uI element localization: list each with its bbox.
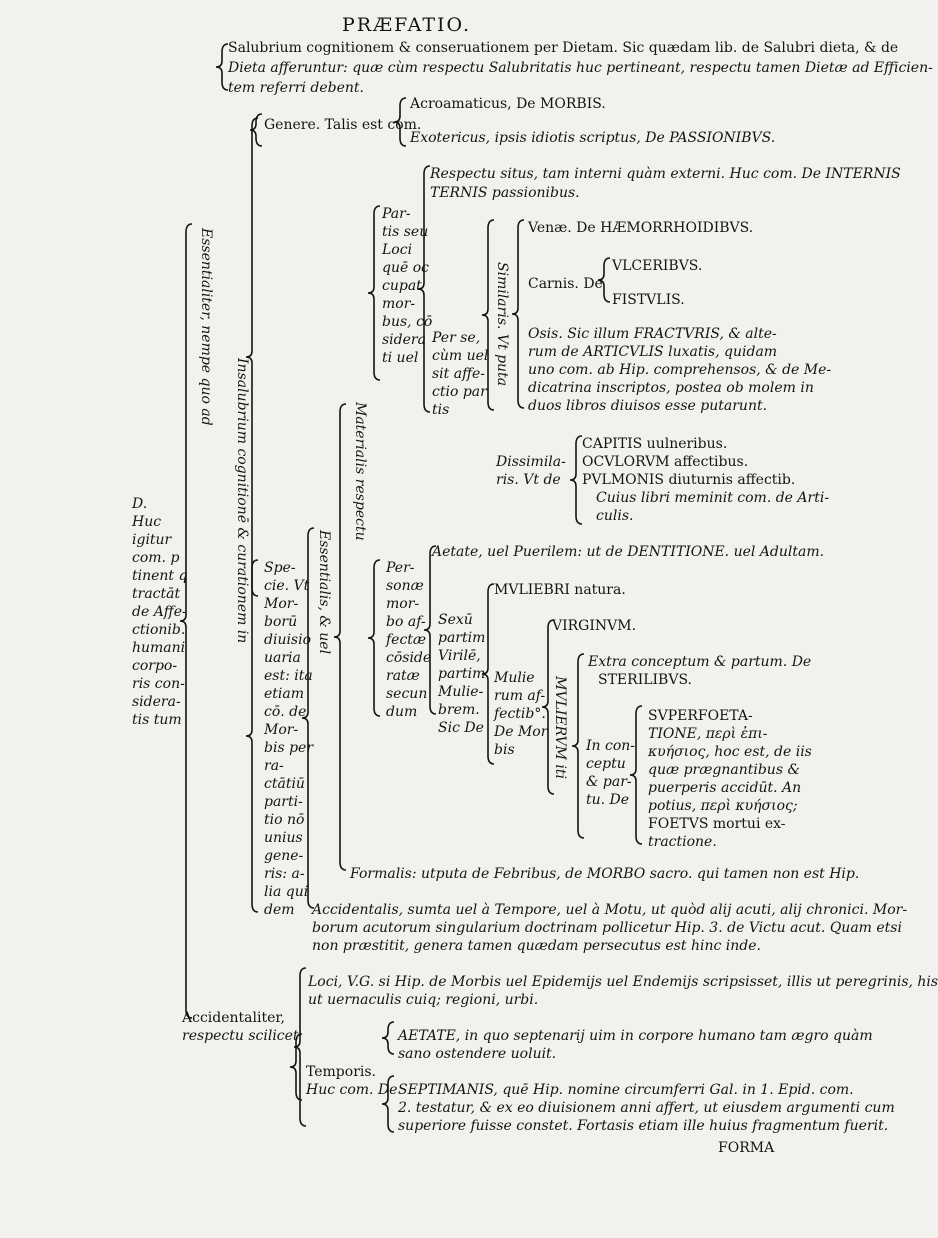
text-line: rum de ARTICVLIS luxatis, quidam (528, 344, 778, 360)
column-line: ceptu (586, 756, 626, 772)
column-line: ra- (264, 758, 284, 774)
column-line: sit affe- (432, 366, 486, 382)
text-line: sano ostendere uoluit. (398, 1046, 557, 1062)
column-line: fectæ (386, 632, 427, 648)
brace (334, 404, 346, 870)
text-line: κυήσιος, hoc est, de iis (648, 744, 812, 760)
text-line: Loci, V.G. si Hip. de Morbis uel Epidemijs uel Endemijs scripsisset, illis ut peregrinis, his (308, 974, 938, 990)
column-line: uaria (264, 650, 301, 666)
column-line: tractāt (132, 586, 181, 602)
brace (216, 44, 228, 90)
text-line: FOETVS mortui ex- (648, 816, 786, 832)
column-line: diuisio (264, 632, 312, 648)
text-line: FISTVLIS. (612, 292, 685, 308)
text-line: Genere. Talis est com. (264, 117, 422, 133)
column-line: tis seu (382, 224, 429, 240)
text-line: non præstitit, genera tamen quædam persecutus est hinc inde. (312, 938, 761, 954)
column-line: est: ita (264, 668, 313, 684)
text-line: VLCERIBVS. (612, 258, 703, 274)
text-line: OCVLORVM affectibus. (582, 454, 749, 470)
column-line: Mulie (494, 670, 535, 686)
text-line: Accidentaliter, (182, 1010, 285, 1026)
text-line: ut uernaculis cuiq; regioni, urbi. (308, 992, 539, 1008)
text-line: MVLIEBRI natura. (494, 582, 626, 598)
column-line: parti- (264, 794, 303, 810)
column-line: Sic De (438, 720, 484, 736)
text-line: Cuius libri meminit com. de Arti- (596, 490, 830, 506)
brace (572, 654, 584, 838)
column-line: igitur (132, 532, 172, 548)
text-line: tem referri debent. (228, 80, 364, 96)
column-line: gene- (264, 848, 304, 864)
text-line: Acroamaticus, De MORBIS. (410, 96, 606, 112)
text-line: TERNIS passionibus. (430, 185, 580, 201)
column-line: lia qui (264, 884, 309, 900)
column-line: mor- (382, 296, 416, 312)
column-line: etiam (264, 686, 305, 702)
text-line: Venæ. De HÆMORRHOIDIBVS. (528, 220, 754, 236)
column-line: Per- (386, 560, 415, 576)
column-line: ti uel (382, 350, 419, 366)
text-line: borum acutorum singularium doctrinam pollicetur Hip. 3. de Victu acut. Quam etsi (312, 920, 902, 936)
column-line: cie. Vt (264, 578, 310, 594)
column-line: bus, cō (382, 314, 433, 330)
column-line: In con- (586, 738, 636, 754)
brace (368, 560, 380, 716)
column-line: Per se, (432, 330, 481, 346)
column-line: borū (264, 614, 298, 630)
brace (512, 220, 524, 408)
vertical-label: Materialis respectu (352, 402, 368, 541)
column-line: humani (132, 640, 186, 656)
column-line: & par- (586, 774, 632, 790)
text-line: quæ prægnantibus & (648, 762, 800, 778)
column-line: Virilē, (438, 648, 481, 664)
text-line: SEPTIMANIS, quē Hip. nomine circumferri Gal. in 1. Epid. com. (398, 1082, 854, 1098)
column-line: sonæ (386, 578, 424, 594)
text-line: Exotericus, ipsis idiotis scriptus, De PASSIONIBVS. (410, 130, 776, 146)
column-line: partim (438, 630, 486, 646)
column-line: sidera (382, 332, 426, 348)
text-line: SVPERFOETA- (648, 708, 753, 724)
column-line: Spe- (264, 560, 296, 576)
column-line: ctātiū (264, 776, 305, 792)
column-line: tinent q (132, 568, 188, 584)
column-line: De Mor (494, 724, 548, 740)
column-line: dem (264, 902, 295, 918)
column-line: ris con- (132, 676, 185, 692)
vertical-label: Similaris. Vt puta (494, 262, 510, 387)
column-line: Sexū (438, 612, 473, 628)
column-line: ris: a- (264, 866, 305, 882)
column-line: dum (386, 704, 418, 720)
text-line: duos libros diuisos esse putarunt. (528, 398, 768, 414)
column-line: rum af- (494, 688, 546, 704)
column-line: cōside (386, 650, 432, 666)
column-line: unius (264, 830, 303, 846)
brace (382, 1022, 394, 1054)
column-line: quē oc (382, 260, 429, 276)
column-line: Mulie- (438, 684, 484, 700)
column-line: tis (432, 402, 450, 418)
column-line: ctionib. (132, 622, 186, 638)
column-line: cupat (382, 278, 422, 294)
column-line: de Affe- (132, 604, 187, 620)
brace (368, 206, 380, 380)
vertical-label: Insalubrium cognitionē & curationem in (234, 358, 250, 644)
text-line: superiore fuisse constet. Fortasis etiam ille huius fragmentum fuerit. (398, 1118, 889, 1134)
column-line: ratæ (386, 668, 420, 684)
column-line: tis tum (132, 712, 182, 728)
column-line: mor- (386, 596, 420, 612)
vertical-label: Essentialis, & uel (316, 530, 332, 655)
column-line: partim (438, 666, 486, 682)
column-line: com. p (132, 550, 180, 566)
column-line: sidera- (132, 694, 181, 710)
text-line: Salubrium cognitionem & conseruationem per Dietam. Sic quædam lib. de Salubri dieta, & de (228, 40, 899, 56)
text-line: Dieta afferuntur: quæ cùm respectu Salubritatis huc pertineant, respectu tamen Dietæ ad Efficien- (228, 60, 933, 76)
text-line: Carnis. De (528, 276, 603, 292)
text-line: Formalis: utputa de Febribus, de MORBO sacro. qui tamen non est Hip. (350, 866, 860, 882)
column-line: corpo- (132, 658, 178, 674)
column-line: tio nō (264, 812, 305, 828)
text-line: PVLMONIS diuturnis affectib. (582, 472, 796, 488)
text-line: 2. testatur, & ex eo diuisionem anni affert, ut eiusdem argumenti cum (398, 1100, 895, 1116)
brace (570, 436, 582, 524)
column-line: Dissimila- (496, 454, 566, 470)
text-line: culis. (596, 508, 634, 524)
text-line: TIONE, περὶ ἐπι- (648, 726, 768, 742)
text-line: CAPITIS uulneribus. (582, 436, 728, 452)
text-line: Extra conceptum & partum. De (588, 654, 812, 670)
vertical-label: Essentialiter, nempe quo ad (198, 228, 214, 426)
column-line: brem. (438, 702, 480, 718)
column-line: Huc (132, 514, 162, 530)
column-line: fectib°. (494, 706, 546, 722)
column-line: Par- (382, 206, 411, 222)
column-line: secun (386, 686, 428, 702)
column-line: Mor- (264, 722, 299, 738)
brace (180, 224, 192, 1018)
text-line: Osis. Sic illum FRACTVRIS, & alte- (528, 326, 777, 342)
text-line: AETATE, in quo septenarij uim in corpore humano tam ægro quàm (398, 1028, 873, 1044)
column-line: D. (132, 496, 148, 512)
catchword: FORMA (718, 1140, 775, 1156)
column-line: Loci (382, 242, 413, 258)
column-line: bis (494, 742, 515, 758)
column-line: cùm uel (432, 348, 489, 364)
text-line: dicatrina inscriptos, postea ob molem in (528, 380, 814, 396)
text-line: STERILIBVS. (598, 672, 692, 688)
text-line: potius, περὶ κυήσιος; (648, 798, 798, 814)
column-line: cō. de (264, 704, 307, 720)
column-line: tu. De (586, 792, 630, 808)
page-header: PRÆFATIO. (342, 14, 472, 36)
text-line: Huc com. De (306, 1082, 398, 1098)
column-line: Mor- (264, 596, 299, 612)
vertical-label: MVLIERVM iti (552, 676, 568, 780)
column-line: bo af- (386, 614, 426, 630)
column-line: ctio par (432, 384, 487, 400)
text-line: respectu scilicet (182, 1028, 299, 1044)
text-line: Respectu situs, tam interni quàm externi. Huc com. De INTERNIS (430, 166, 901, 182)
text-line: Accidentalis, sumta uel à Tempore, uel à Motu, ut quòd alij acuti, alij chronici. Mor- (312, 902, 908, 918)
column-line: bis per (264, 740, 314, 756)
text-line: uno com. ab Hip. comprehensos, & de Me- (528, 362, 832, 378)
text-line: Temporis. (306, 1064, 377, 1080)
column-line: ris. Vt de (496, 472, 561, 488)
text-line: VIRGINVM. (552, 618, 637, 634)
text-line: puerperis accidūt. An (648, 780, 802, 796)
text-line: Aetate, uel Puerilem: ut de DENTITIONE. uel Adultam. (432, 544, 825, 560)
text-line: tractione. (648, 834, 717, 850)
